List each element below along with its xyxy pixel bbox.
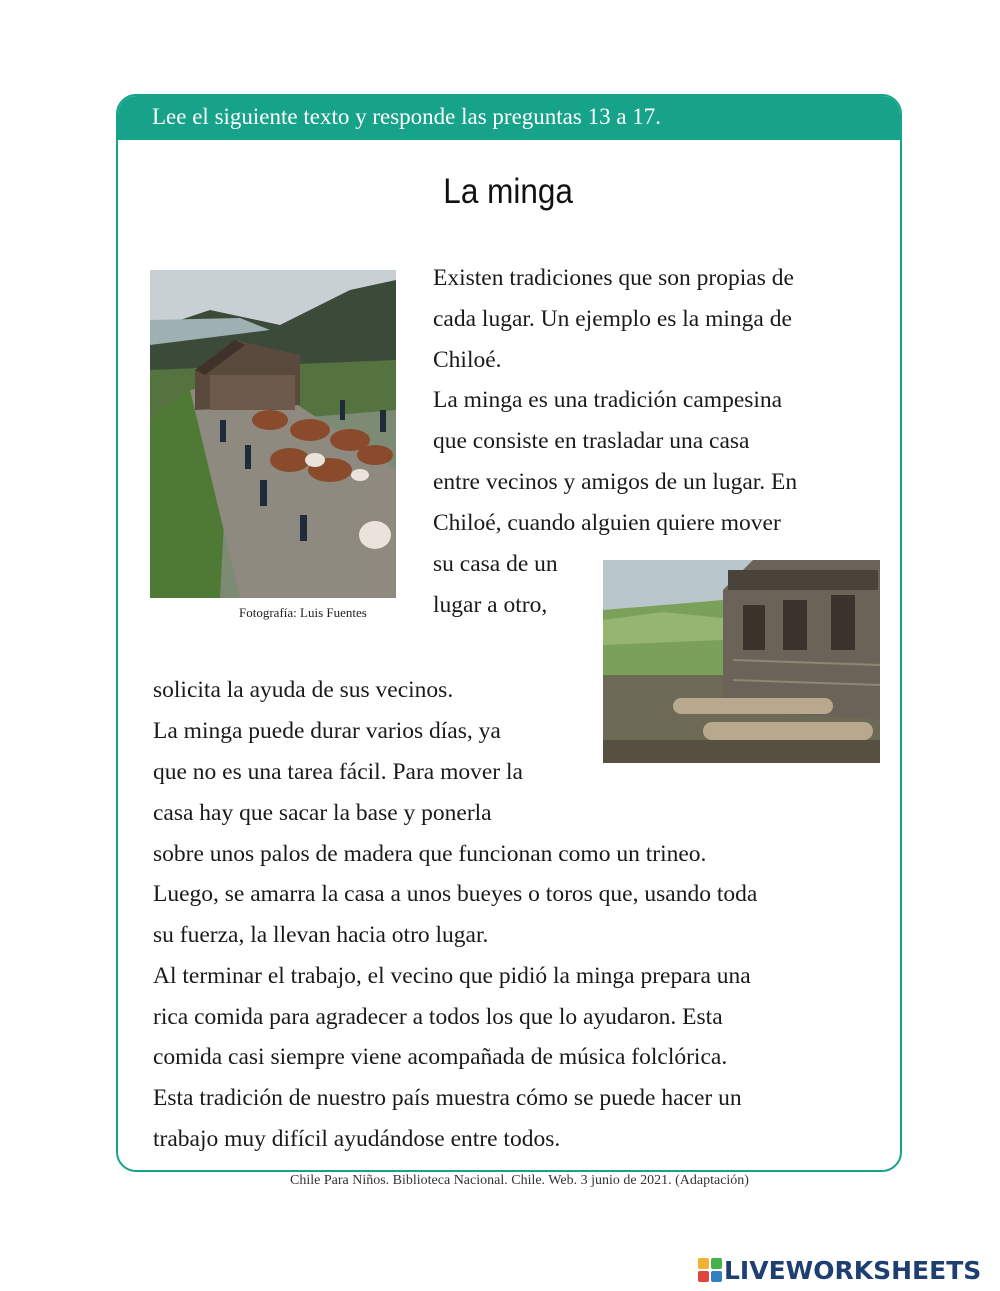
- text-line: rica comida para agradecer a todos los que lo ayudaron. Esta: [153, 1004, 723, 1030]
- text-line: que consiste en trasladar una casa: [433, 428, 750, 454]
- text-line: que no es una tarea fácil. Para mover la: [153, 759, 523, 785]
- photo-oxen-moving-house: [150, 270, 396, 598]
- text-line: Esta tradición de nuestro país muestra cómo se puede hacer un: [153, 1085, 742, 1111]
- text-line: Al terminar el trabajo, el vecino que pidió la minga prepara una: [153, 963, 751, 989]
- source-citation: Chile Para Niños. Biblioteca Nacional. Chile. Web. 3 junio de 2021. (Adaptación): [290, 1173, 749, 1188]
- text-line: Chiloé.: [433, 347, 502, 373]
- text-line: sobre unos palos de madera que funcionan como un trineo.: [153, 841, 707, 867]
- text-line: La minga puede durar varios días, ya: [153, 718, 501, 744]
- logo-text: LIVEWORKSHEETS: [724, 1255, 982, 1285]
- text-line: Chiloé, cuando alguien quiere mover: [433, 510, 781, 536]
- text-line: su fuerza, la llevan hacia otro lugar.: [153, 922, 489, 948]
- instruction-band: [118, 96, 900, 140]
- instruction-text: Lee el siguiente texto y responde las preguntas 13 a 17.: [152, 104, 662, 129]
- text-line: La minga es una tradición campesina: [433, 387, 783, 413]
- text-line: entre vecinos y amigos de un lugar. En: [433, 469, 798, 495]
- liveworksheets-logo[interactable]: [698, 1255, 981, 1285]
- text-line: su casa de un: [433, 551, 558, 577]
- text-line: Luego, se amarra la casa a unos bueyes o toros que, usando toda: [153, 881, 758, 907]
- text-line: cada lugar. Un ejemplo es la minga de: [433, 306, 792, 332]
- text-line: Existen tradiciones que son propias de: [433, 265, 794, 291]
- text-line: casa hay que sacar la base y ponerla: [153, 800, 492, 826]
- photo-caption: Fotografía: Luis Fuentes: [239, 605, 367, 620]
- text-line: lugar a otro,: [433, 592, 548, 618]
- photo-house-on-logs: [603, 560, 880, 763]
- text-line: solicita la ayuda de sus vecinos.: [153, 677, 454, 703]
- text-line: trabajo muy difícil ayudándose entre todos.: [153, 1126, 561, 1152]
- article-title: La minga: [443, 172, 573, 211]
- text-line: comida casi siempre viene acompañada de música folclórica.: [153, 1044, 728, 1070]
- liveworksheets-logo-icon: [698, 1258, 722, 1282]
